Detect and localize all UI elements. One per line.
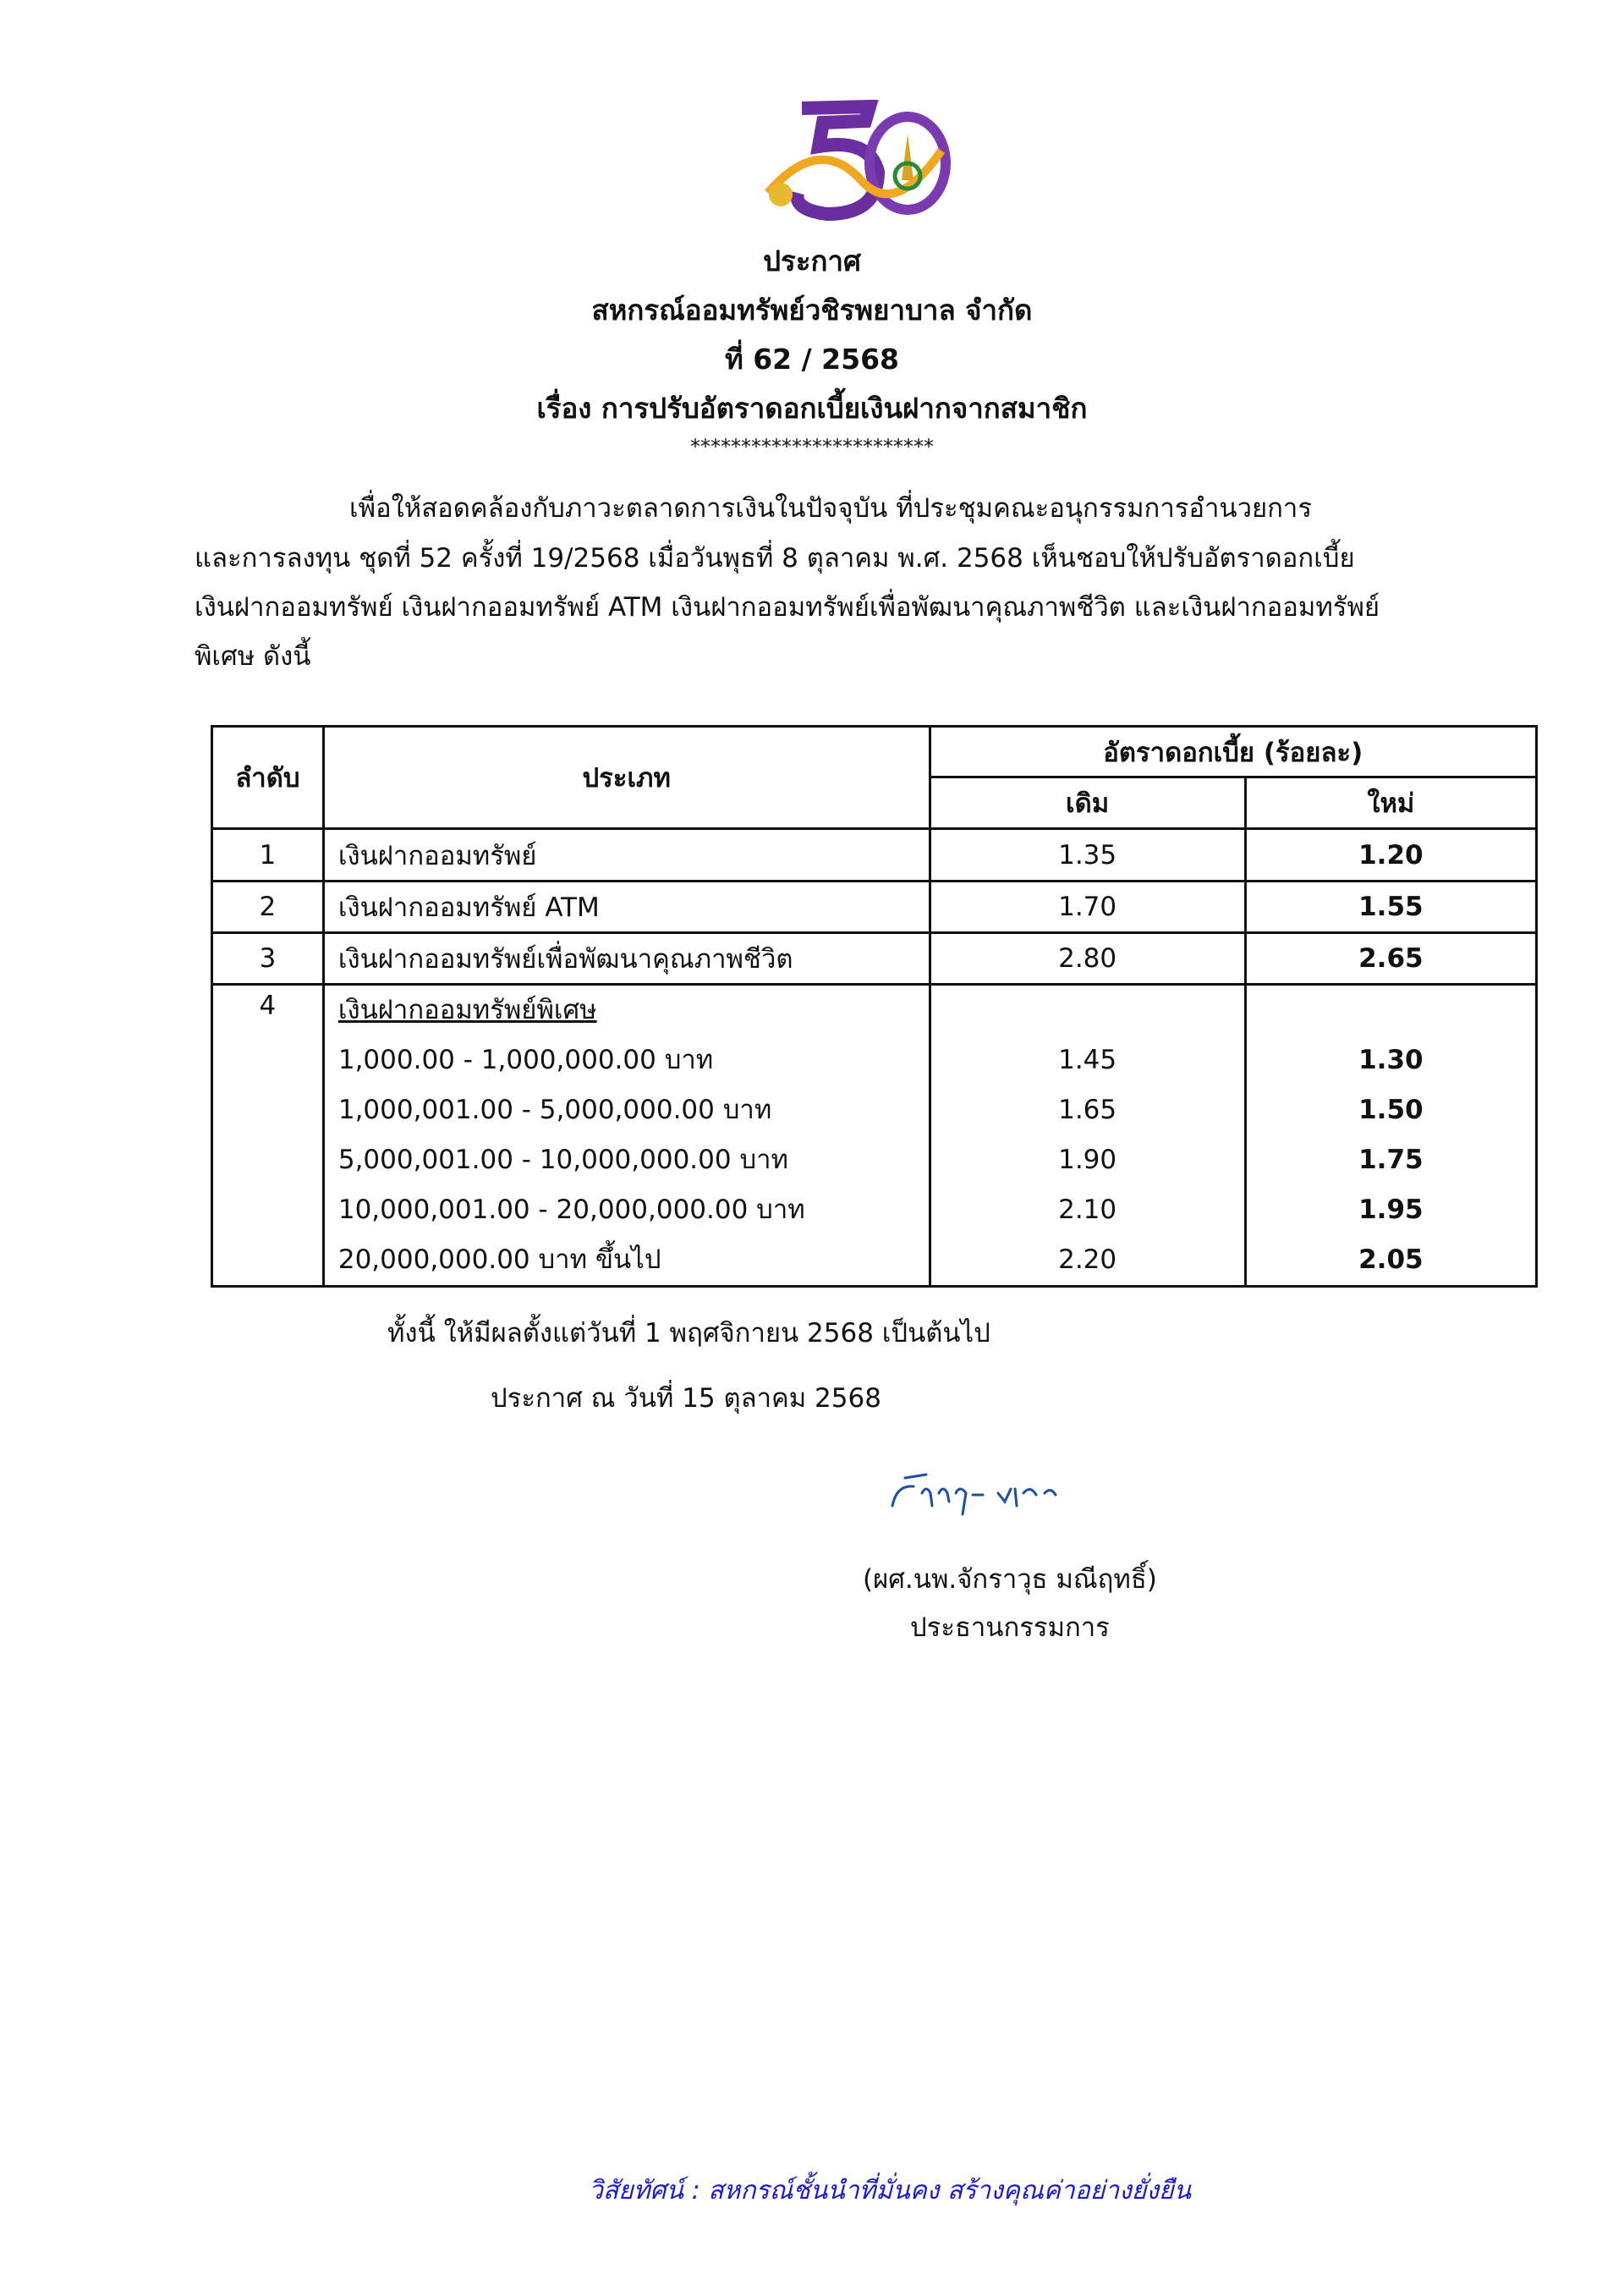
tier-new-rate: 1.95 <box>1358 1195 1424 1225</box>
tier-old-rate: 2.20 <box>1058 1244 1117 1275</box>
tier-new-rate: 1.75 <box>1358 1145 1424 1175</box>
table-row <box>212 933 1537 985</box>
body-line-2: และการลงทุน ชุดที่ 52 ครั้งที่ 19/2568 เมื่อวันพุธที่ 8 ตุลาคม พ.ศ. 2568 เห็นชอบให้ปรับอัตราดอกเบี้ย <box>195 543 1355 574</box>
body-line-1: เพื่อให้สอดคล้องกับภาวะตลาดการเงินในปัจจุบัน ที่ประชุมคณะอนุกรรมการอำนวยการ <box>349 493 1312 524</box>
doc-title: ประกาศ <box>763 244 861 277</box>
row-new-rate: 2.65 <box>1245 933 1536 985</box>
signer-position: ประธานกรรมการ <box>910 1612 1110 1643</box>
row-order: 2 <box>212 882 324 933</box>
signer-name: (ผศ.นพ.จักราวุธ มณีฤทธิ์) <box>863 1564 1157 1595</box>
row-order: 1 <box>212 829 324 882</box>
subject: เรื่อง การปรับอัตราดอกเบี้ยเงินฝากจากสมาชิก <box>536 392 1088 425</box>
separator: ************************ <box>690 435 934 459</box>
tier-range: 10,000,001.00 - 20,000,000.00 บาท <box>337 1195 805 1225</box>
tier-old-rate: 1.90 <box>1058 1145 1117 1175</box>
tier-old-rate: 2.10 <box>1058 1195 1117 1225</box>
effective-date: ทั้งนี้ ให้มีผลตั้งแต่วันที่ 1 พฤศจิกายน 2568 เป็นต้นไป <box>387 1318 990 1348</box>
org-name: สหกรณ์ออมทรัพย์วชิรพยาบาล จำกัด <box>591 294 1033 327</box>
table-row-special <box>212 985 1537 1287</box>
signature <box>888 1468 1083 1522</box>
announcement-number: ที่ 62 / 2568 <box>724 343 900 376</box>
header-old: เดิม <box>930 777 1245 829</box>
tier-old-rate: 1.65 <box>1058 1095 1117 1125</box>
announced-date: ประกาศ ณ วันที่ 15 ตุลาคม 2568 <box>491 1383 881 1414</box>
row-new-rate: 1.20 <box>1245 829 1536 882</box>
row-type: เงินฝากออมทรัพย์ ATM <box>323 882 930 933</box>
special-type: เงินฝากออมทรัพย์พิเศษ <box>337 995 597 1025</box>
row-type: เงินฝากออมทรัพย์เพื่อพัฒนาคุณภาพชีวิต <box>323 933 930 985</box>
header-type: ประเภท <box>323 727 930 829</box>
body-line-3: เงินฝากออมทรัพย์ เงินฝากออมทรัพย์ ATM เงินฝากออมทรัพย์เพื่อพัฒนาคุณภาพชีวิต และเงินฝากออมทรัพย์ <box>195 592 1380 623</box>
row-order: 3 <box>212 933 324 985</box>
header-new: ใหม่ <box>1245 777 1536 829</box>
tier-new-rate: 1.30 <box>1358 1045 1424 1075</box>
rate-table <box>211 725 1538 1288</box>
row-old-rate: 1.35 <box>930 829 1245 882</box>
row-order: 4 <box>212 985 324 1287</box>
vision-statement: วิสัยทัศน์ : สหกรณ์ชั้นนำที่มั่นคง สร้างคุณค่าอย่างยั่งยืน <box>589 2176 1192 2205</box>
header-rate: อัตราดอกเบี้ย (ร้อยละ) <box>930 727 1536 777</box>
tier-range: 1,000.00 - 1,000,000.00 บาท <box>337 1045 714 1075</box>
row-new-rate: 1.55 <box>1245 882 1536 933</box>
row-type: เงินฝากออมทรัพย์ <box>323 829 930 882</box>
row-old-rate: 1.70 <box>930 882 1245 933</box>
table-row <box>212 829 1537 882</box>
tier-new-rate: 2.05 <box>1358 1244 1424 1275</box>
logo <box>751 100 963 222</box>
header-order: ลำดับ <box>212 727 324 829</box>
tier-range: 20,000,000.00 บาท ขึ้นไป <box>337 1244 661 1275</box>
tier-range: 5,000,001.00 - 10,000,000.00 บาท <box>337 1145 788 1175</box>
tier-range: 1,000,001.00 - 5,000,000.00 บาท <box>337 1095 772 1125</box>
tier-old-rate: 1.45 <box>1058 1045 1117 1075</box>
body-line-4: พิเศษ ดังนี้ <box>195 641 311 672</box>
table-row <box>212 882 1537 933</box>
tier-new-rate: 1.50 <box>1358 1095 1424 1125</box>
row-old-rate: 2.80 <box>930 933 1245 985</box>
